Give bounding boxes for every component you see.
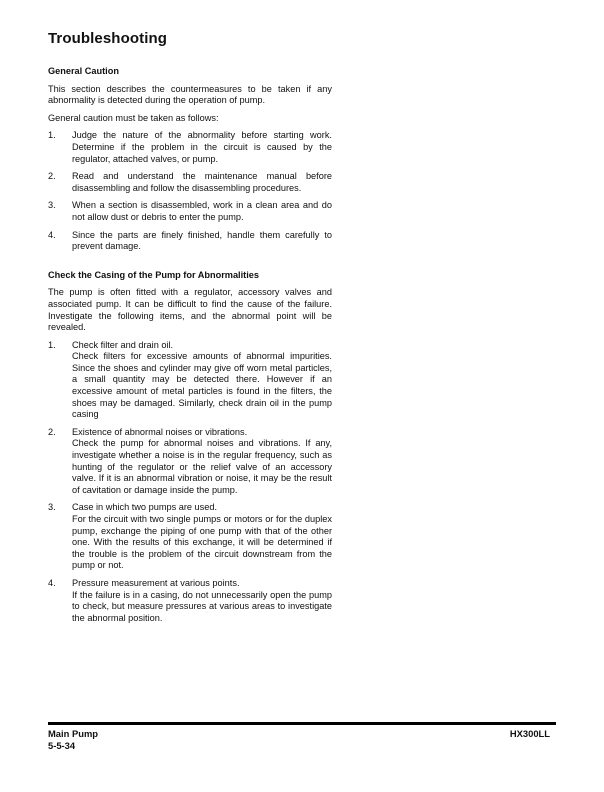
item-number: 4.	[48, 577, 56, 588]
item-number: 2.	[48, 426, 56, 437]
footer-section: Main Pump	[48, 728, 99, 739]
footer-left	[48, 728, 98, 752]
item-number: 3.	[48, 502, 56, 513]
item-number: 4.	[48, 229, 56, 240]
item-body	[72, 502, 332, 572]
list-item	[48, 230, 332, 253]
casing-check-heading: Check the Casing of the Pump for Abnormalities	[48, 269, 259, 280]
item-body	[72, 578, 332, 624]
item-number: 1.	[48, 339, 56, 350]
footer-divider	[48, 722, 556, 725]
list-item	[48, 130, 332, 165]
item-text: For the circuit with two single pumps or motors or for the duplex pump, exchange the piping of one pump with that of the other one. With the results of this exchange, it will be determined if the trouble is the problem of the circuit downstream from the pump or not.	[72, 514, 332, 571]
item-text: Check filters for excessive amounts of abnormal impurities. Since the shoes and cylinder may give off worn metal particles, a small quantity may be detected there. However if an excessive amount of metal particles is found in the filters, the shoes may be damaged. Similarly, check drain oil in the pump casing	[72, 351, 332, 420]
item-title: Check filter and drain oil.	[72, 339, 174, 350]
item-text: If the failure is in a casing, do not unnecessarily open the pump to check, but measure pressures at various areas to investigate the abnormal position.	[72, 589, 332, 623]
item-number: 3.	[48, 200, 56, 211]
item-text: Read and understand the maintenance manual before disassembling and follow the disassembling procedures.	[72, 171, 332, 193]
casing-check-list	[48, 340, 332, 625]
item-body	[72, 340, 332, 421]
item-number: 1.	[48, 130, 56, 141]
list-item	[48, 578, 332, 624]
section-gap	[48, 259, 332, 270]
footer-model: HX300LL	[509, 728, 550, 739]
content-column	[48, 66, 332, 630]
item-text: Judge the nature of the abnormality before starting work. Determine if the problem in the circuit is caused by the regulator, attached valves, or pump.	[72, 130, 332, 164]
item-text: Since the parts are finely finished, handle them carefully to prevent damage.	[72, 229, 332, 252]
page-title: Troubleshooting	[48, 30, 167, 47]
footer-page-number: 5-5-34	[48, 740, 76, 751]
item-title: Case in which two pumps are used.	[72, 502, 218, 513]
item-title: Existence of abnormal noises or vibrations.	[72, 426, 248, 437]
list-item	[48, 200, 332, 223]
general-caution-lead: General caution must be taken as follows:	[48, 112, 219, 123]
general-caution-list	[48, 130, 332, 252]
item-text: When a section is disassembled, work in a clean area and do not allow dust or debris to enter the pump.	[72, 200, 332, 222]
item-title: Pressure measurement at various points.	[72, 577, 240, 588]
item-body	[72, 427, 332, 497]
list-item	[48, 171, 332, 194]
list-item	[48, 427, 332, 497]
general-caution-intro: This section describes the countermeasures to be taken if any abnormality is detected during the operation of pump.	[48, 83, 332, 106]
item-number: 2.	[48, 171, 56, 182]
list-item	[48, 502, 332, 572]
item-text: Check the pump for abnormal noises and vibrations. If any, investigate whether a noise is in the regular frequency, such as hunting of the regulator or the relief valve of an accessory valve. If it is an abnormal vibration or noise, it may be the result of cavitation or damage inside the pump.	[72, 438, 332, 495]
general-caution-heading: General Caution	[48, 66, 119, 76]
list-item	[48, 340, 332, 421]
casing-check-intro: The pump is often fitted with a regulator, accessory valves and associated pump. It can be difficult to find the cause of the failure. Investigate the following items, and the abnormal point will be revealed.	[48, 287, 332, 333]
